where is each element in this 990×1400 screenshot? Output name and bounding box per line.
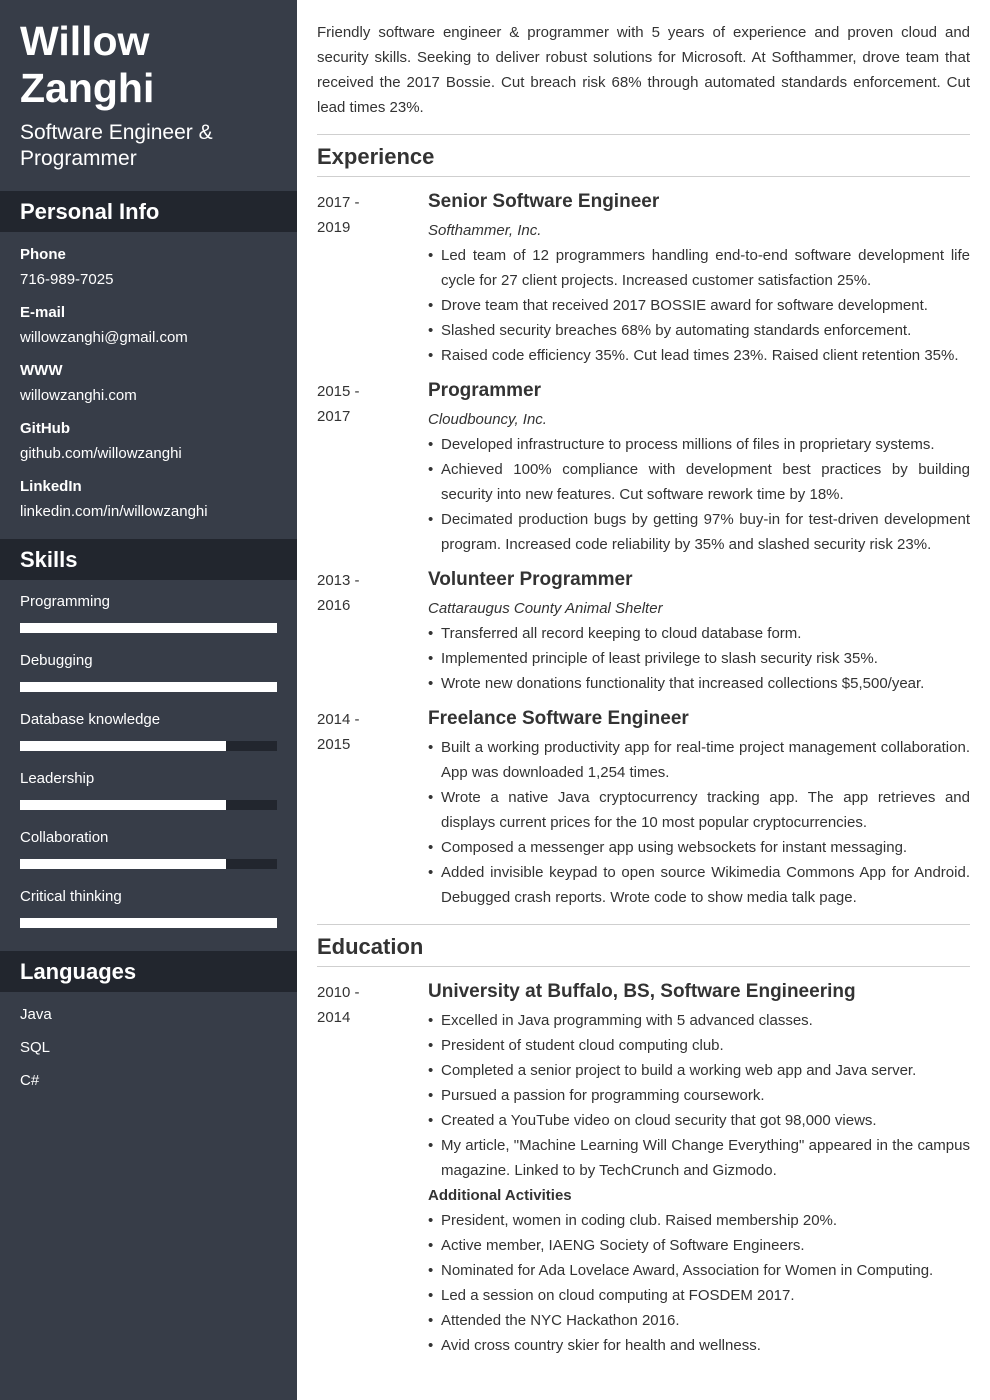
skill-name: Database knowledge [20,711,161,728]
entry-title: Freelance Software Engineer [428,708,689,729]
bullet-item: • Added invisible keypad to open source Wikimedia Commons App for Android. Debugged crash reports. Wrote code to show media talk page. [428,860,970,910]
entry-date-start: 2017 - [317,194,360,211]
info-value: willowzanghi.com [20,387,137,404]
bullet-list [428,432,970,557]
job-headline-line-2: Programmer [20,147,137,170]
info-value: github.com/willowzanghi [20,445,182,462]
skill-level-fill [20,741,226,751]
bullet-item: • Pursued a passion for programming coursework. [428,1083,970,1108]
bullet-item: • Slashed security breaches 68% by automating standards enforcement. [428,318,970,343]
entry-body [428,568,970,696]
skill-item [20,887,277,946]
skill-item [20,592,277,651]
entry-date [317,980,428,1358]
entry-date-start: 2015 - [317,383,360,400]
activity-item: • Avid cross country skier for health and wellness. [428,1333,970,1358]
info-value: 716-989-7025 [20,271,114,288]
entry-date-end: 2017 [317,408,351,425]
bullet-item: • Decimated production bugs by getting 97% buy-in for test-driven development program. Increased code reliability by 35% and slashed security risk 23%. [428,507,970,557]
entry-date-end: 2014 [317,1009,351,1026]
entry-date [317,707,428,910]
entry [317,707,970,910]
info-label: GitHub [20,420,70,437]
bullet-item: • Wrote a native Java cryptocurrency tracking app. The app retrieves and displays current prices for the 10 most popular cryptocurrencies. [428,785,970,835]
skills-title: Skills [0,539,297,580]
language-item: SQL [20,1039,51,1056]
skill-level-fill [20,918,277,928]
entry-date-start: 2013 - [317,572,360,589]
activities-title: Additional Activities [428,1187,572,1204]
entry [317,190,970,368]
language-item: C# [20,1072,40,1089]
entry [317,980,970,1358]
entry-date [317,568,428,696]
skill-level-bar [20,682,277,692]
skill-item [20,769,277,828]
bullet-item: • Composed a messenger app using websockets for instant messaging. [428,835,970,860]
info-label: Phone [20,246,66,263]
entry-date [317,190,428,368]
bullet-item: • Completed a senior project to build a working web app and Java server. [428,1058,970,1083]
skill-item [20,828,277,887]
skill-level-fill [20,682,277,692]
entry-date-end: 2019 [317,219,351,236]
activity-item: • Led a session on cloud computing at FOSDEM 2017. [428,1283,970,1308]
skill-name: Leadership [20,770,95,787]
info-label: WWW [20,362,63,379]
bullet-item: • Achieved 100% compliance with development best practices by building security into new features. Cut software rework time by 18%. [428,457,970,507]
entry-body [428,707,970,910]
skill-name: Collaboration [20,829,109,846]
bullet-item: • President of student cloud computing club. [428,1033,970,1058]
bullet-item: • My article, "Machine Learning Will Change Everything" appeared in the campus magazine. Linked to by TechCrunch and Gizmodo. [428,1133,970,1183]
entry [317,568,970,696]
entry-company: Softhammer, Inc. [428,222,542,239]
skill-level-fill [20,623,277,633]
job-headline [0,112,297,172]
entry-title: Programmer [428,380,541,401]
bullet-item: • Wrote new donations functionality that increased collections $5,500/year. [428,671,970,696]
candidate-name [0,0,297,112]
profile-summary: Friendly software engineer & programmer with 5 years of experience and proven cloud and security skills. Seeking to deliver robust solutions for Microsoft. At Softhammer, drove team that received the 2017 Bossie. Cut breach risk 68% through automated standards enforcement. Cut lead times 23%. [317,24,970,116]
job-headline-line-1: Software Engineer & [20,121,213,144]
personal-info-title: Personal Info [0,191,297,232]
sidebar [0,0,297,1400]
languages-title: Languages [0,951,297,992]
entry-body [428,379,970,557]
bullet-item: • Created a YouTube video on cloud security that got 98,000 views. [428,1108,970,1133]
education-section [317,925,970,1358]
entry-company: Cloudbouncy, Inc. [428,411,547,428]
bullet-item: • Led team of 12 programmers handling end-to-end software development life cycle for 27 client projects. Increased customer satisfaction 25%. [428,243,970,293]
skills-section [0,539,297,946]
main-content [317,20,970,1358]
entry-title: Senior Software Engineer [428,191,660,212]
bullet-item: • Raised code efficiency 35%. Cut lead times 23%. Raised client retention 35%. [428,343,970,368]
entry-body [428,190,970,368]
activities-list [428,1208,970,1358]
education-list [317,980,970,1358]
skill-name: Programming [20,593,111,610]
languages-section [0,951,297,1103]
bullet-item: • Drove team that received 2017 BOSSIE award for software development. [428,293,970,318]
activity-item: • Active member, IAENG Society of Software Engineers. [428,1233,970,1258]
entry-date-start: 2010 - [317,984,360,1001]
info-label: LinkedIn [20,478,82,495]
bullet-list [428,1008,970,1183]
info-label: E-mail [20,304,66,321]
experience-list [317,190,970,910]
entry-company: Cattaraugus County Animal Shelter [428,600,663,617]
info-value: linkedin.com/in/willowzanghi [20,503,208,520]
skill-level-bar [20,741,277,751]
skill-level-bar [20,859,277,869]
info-value: willowzanghi@gmail.com [20,329,188,346]
bullet-list [428,621,970,696]
skill-level-bar [20,918,277,928]
education-title: Education [317,925,970,967]
entry-title: University at Buffalo, BS, Software Engineering [428,981,856,1002]
activity-item: • Nominated for Ada Lovelace Award, Association for Women in Computing. [428,1258,970,1283]
skill-name: Debugging [20,652,93,669]
language-item: Java [20,1006,52,1023]
skill-level-fill [20,800,226,810]
experience-section [317,135,970,910]
bullet-item: • Built a working productivity app for real-time project management collaboration. App was downloaded 1,254 times. [428,735,970,785]
last-name: Zanghi [20,65,155,111]
bullet-item: • Implemented principle of least privilege to slash security risk 35%. [428,646,970,671]
skill-item [20,651,277,710]
skill-level-fill [20,859,226,869]
skills-list [0,580,297,946]
entry-title: Volunteer Programmer [428,569,633,590]
bullet-item: • Excelled in Java programming with 5 advanced classes. [428,1008,970,1033]
skill-name: Critical thinking [20,888,122,905]
bullet-list [428,243,970,368]
personal-info-section [0,191,297,532]
entry-date-end: 2015 [317,736,351,753]
skill-level-bar [20,623,277,633]
bullet-item: • Transferred all record keeping to cloud database form. [428,621,970,646]
activity-item: • Attended the NYC Hackathon 2016. [428,1308,970,1333]
experience-title: Experience [317,135,970,177]
skill-level-bar [20,800,277,810]
entry-body [428,980,970,1358]
skill-item [20,710,277,769]
personal-info-list [0,232,297,524]
entry [317,379,970,557]
entry-date-end: 2016 [317,597,351,614]
bullet-item: • Developed infrastructure to process millions of files in proprietary systems. [428,432,970,457]
first-name: Willow [20,18,150,64]
languages-list [0,992,297,1092]
bullet-list [428,735,970,910]
entry-date [317,379,428,557]
entry-date-start: 2014 - [317,711,360,728]
activity-item: • President, women in coding club. Raised membership 20%. [428,1208,970,1233]
